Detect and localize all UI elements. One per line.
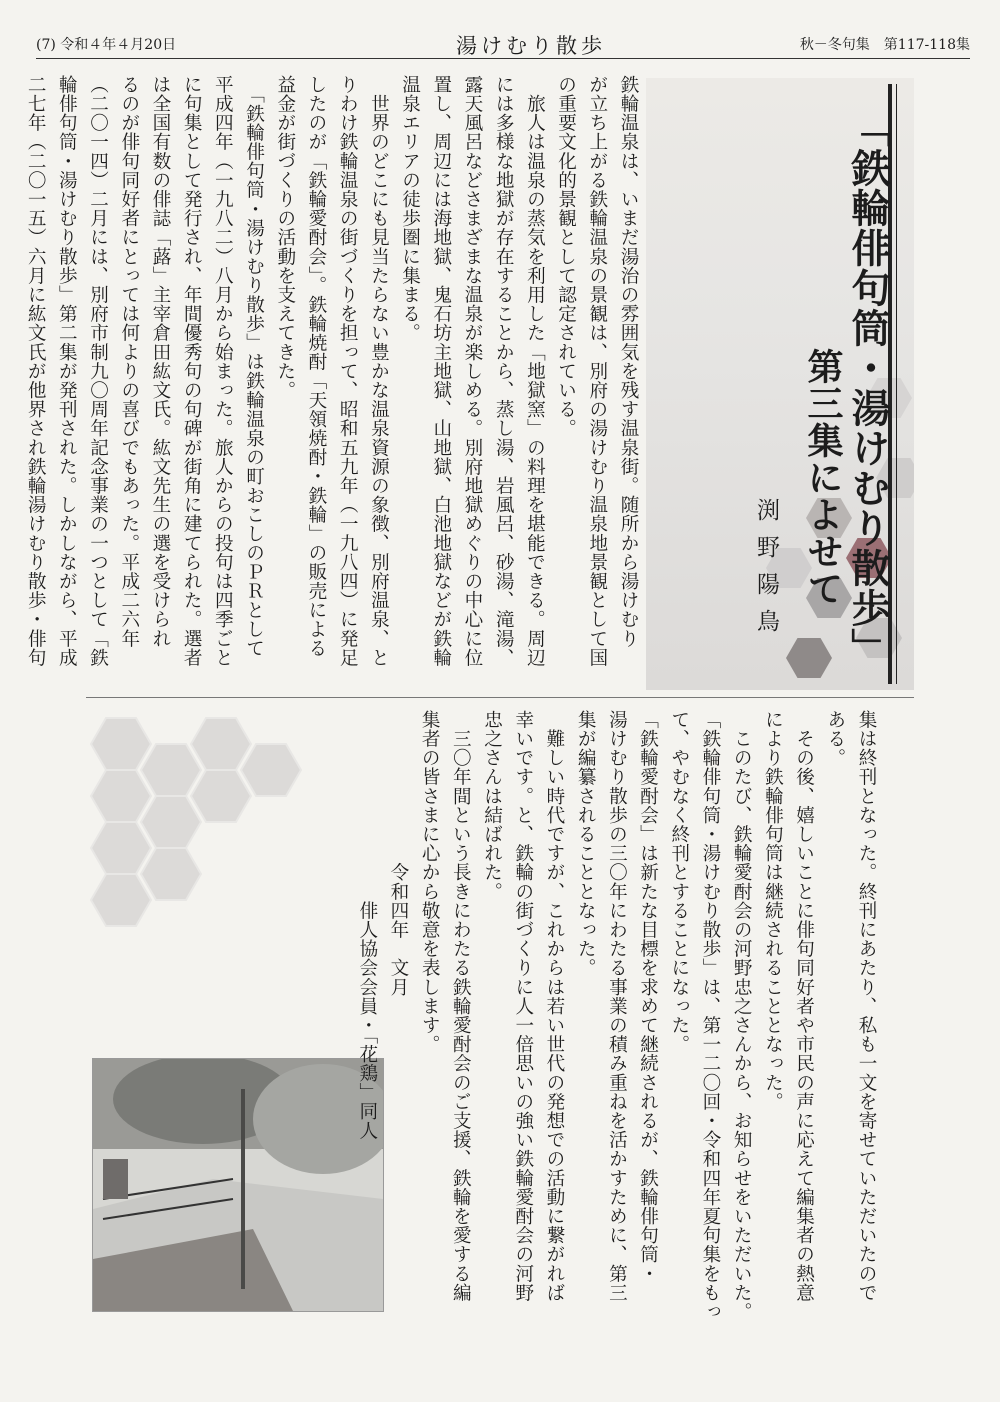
header-rule [36,58,970,59]
article-body-bottom: 集は終刊となった。終刊にあたり、私も一文を寄せていただいたので ある。 その後、嬉しいことに俳句同好者や市民の声に応えて編集者の熱意 により鉄輪俳句筒は継続されることとなった。 このたび、鉄輪愛酎会の河野忠之さんから、お知らせをいただいた。 「鉄輪俳句筒・湯けむり散歩」は、第一二〇回・令和四年夏句集をもっ て、やむなく終刊とすることになった。 「鉄輪愛酎会」は新たな目標を求めて継続されるが、鉄輪俳句筒・ 湯けむり散歩の三〇年にわたる事業の積み重ねを活かすために、第三 集が編纂されることとなった。 難しい時代ですが、これからは若い世代の発想での活動に繋がれば 幸いです。と、鉄輪の街づくりに人一倍思いの強い鉄輪愛酎会の河野 忠之さんは結ばれた。 三〇年間という長きにわたる鉄輪愛酎会のご支援、鉄輪を愛する編 集者の皆さまに心から敬意を表します。 令和四年 文月 俳人協会会員・「花鶏」同人 [356,710,877,1322]
page-header [36,30,970,58]
title-border-line [896,84,897,684]
article-body-top: 鉄輪温泉は、いまだ湯治の雰囲気を残す温泉街。随所から湯けむり が立ち上がる鉄輪温泉の景観は、別府の湯けむり温泉地景観として国 の重要文化的景観として認定されている。 旅人は温泉の蒸気を利用した「地獄窯」の料理を堪能できる。周辺 には多様な地獄が存在することから、蒸し湯、岩風呂、砂湯、滝湯、 露天風呂などさまざまな温泉が楽しめる。別府地獄めぐりの中心に位 置し、周辺には海地獄、鬼石坊主地獄、山地獄、白池地獄などが鉄輪 温泉エリアの徒歩圏に集まる。 世界のどこにも見当たらない豊かな温泉資源の象徴、別府温泉、と りわけ鉄輪温泉の街づくりを担って、昭和五九年（一九八四）に発足 したのが「鉄輪愛酎会」。鉄輪焼酎「天領焼酎・鉄輪」の販売による 益金が街づくりの活動を支えてきた。 「鉄輪俳句筒・湯けむり散歩」は鉄輪温泉の町おこしのＰＲとして 平成四年（一九八二）八月から始まった。旅人からの投句は四季ごと に句集として発行され、年間優秀句の句碑が街角に建てられた。選者 は全国有数の俳誌「蕗」主宰倉田紘文氏。紘文先生の選を受けられ るのが俳句同好者にとっては何よりの喜びでもあった。平成二六年 （二〇一四）二月には、別府市制九〇周年記念事業の一つとして「鉄 輪俳句筒・湯けむり散歩」第二集が発刊された。しかしながら、平成 二七年（二〇一五）六月に紘文氏が他界され鉄輪湯けむり散歩・俳句 [25,75,639,668]
issue-date: (7) 令和４年４月20日 [36,37,177,53]
article-title: 「鉄輪俳句筒・湯けむり散歩」 [845,108,891,668]
pattern-hexagon [786,638,832,678]
publication-title: 湯けむり散歩 [456,34,606,58]
section-divider [86,697,914,698]
collection-info: 秋－冬句集 第117-118集 [799,37,970,53]
article-subtitle: 第三集によせて [802,348,844,607]
author-name: 渕野陽鳥 [753,498,779,646]
